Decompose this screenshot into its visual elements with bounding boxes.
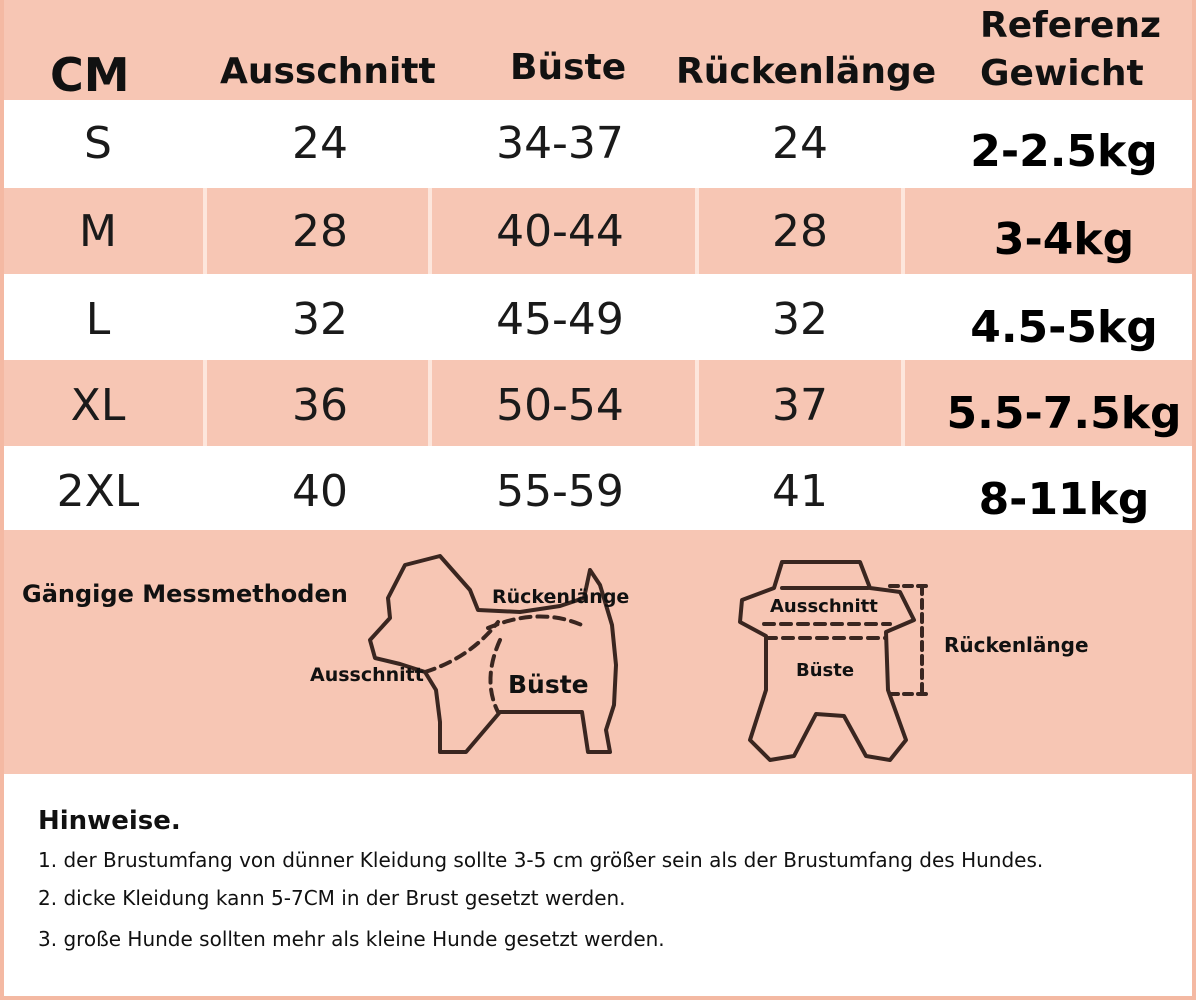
frame-right <box>1192 0 1196 1000</box>
diagram-title: Gängige Messmethoden <box>22 580 348 608</box>
note-item-2: 2. dicke Kleidung kann 5-7CM in der Brust gesetzt werden. <box>38 886 626 910</box>
table-cell-neck: 24 <box>292 118 348 169</box>
table-cell-size: L <box>85 294 111 345</box>
header-weight-line2: Gewicht <box>980 53 1144 94</box>
table-cell-neck: 36 <box>292 380 348 431</box>
garment-label-chest: Büste <box>796 660 855 681</box>
frame-left <box>0 0 4 1000</box>
header-neck: Ausschnitt <box>220 51 436 92</box>
table-cell-weight: 2-2.5kg <box>970 126 1158 177</box>
table-cell-size: M <box>79 206 117 257</box>
table-cell-chest: 55-59 <box>496 466 624 517</box>
dog-label-neck: Ausschnitt <box>310 664 424 686</box>
garment-label-neck: Ausschnitt <box>770 596 878 617</box>
dog-label-chest: Büste <box>508 670 589 699</box>
frame-bottom <box>0 996 1196 1000</box>
garment-label-back: Rückenlänge <box>944 633 1089 657</box>
table-cell-weight: 4.5-5kg <box>970 302 1158 353</box>
table-cell-back: 28 <box>772 206 828 257</box>
table-cell-neck: 32 <box>292 294 348 345</box>
note-item-1: 1. der Brustumfang von dünner Kleidung sollte 3-5 cm größer sein als der Brustumfang des Hundes. <box>38 848 1044 872</box>
header-size: CM <box>50 48 130 102</box>
notes-title: Hinweise. <box>38 806 181 836</box>
table-cell-chest: 40-44 <box>496 206 624 257</box>
header-back: Rückenlänge <box>676 51 937 92</box>
table-cell-chest: 45-49 <box>496 294 624 345</box>
note-item-3: 3. große Hunde sollten mehr als kleine Hunde gesetzt werden. <box>38 927 665 951</box>
table-cell-back: 24 <box>772 118 828 169</box>
dog-label-back: Rückenlänge <box>492 586 630 608</box>
header-chest: Büste <box>510 47 627 88</box>
table-cell-size: XL <box>70 380 126 431</box>
table-cell-neck: 28 <box>292 206 348 257</box>
table-cell-back: 41 <box>772 466 828 517</box>
table-cell-weight: 5.5-7.5kg <box>946 388 1182 439</box>
table-cell-chest: 34-37 <box>496 118 624 169</box>
table-cell-chest: 50-54 <box>496 380 624 431</box>
table-cell-weight: 8-11kg <box>978 474 1150 525</box>
table-cell-neck: 40 <box>292 466 348 517</box>
table-cell-weight: 3-4kg <box>993 214 1135 265</box>
table-cell-back: 32 <box>772 294 828 345</box>
table-cell-size: 2XL <box>56 466 140 517</box>
header-weight-line1: Referenz <box>980 5 1161 46</box>
table-cell-size: S <box>84 118 112 169</box>
table-cell-back: 37 <box>772 380 828 431</box>
